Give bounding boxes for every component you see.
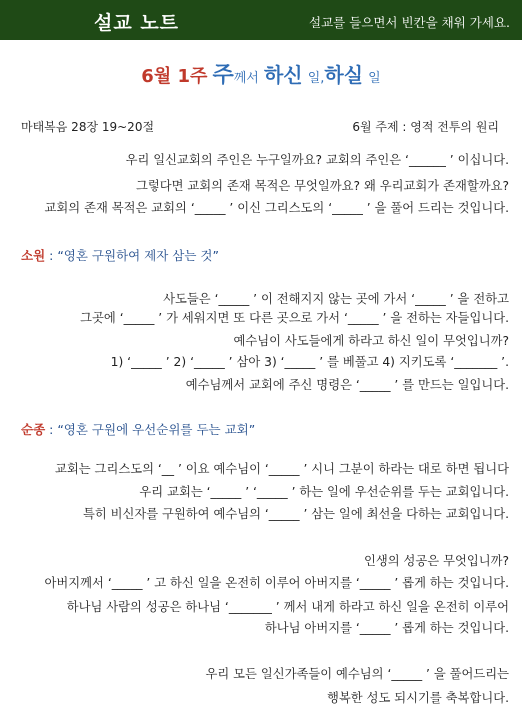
note-line: 우리 일신교회의 주인은 누구일까요? 교회의 주인은 ‘______ ’ 이십니다.	[125, 153, 509, 167]
note-line: 아버지께서 ‘_____ ’ 고 하신 일을 온전히 이루어 아버지를 ‘_____ ’ 롭게 하는 것입니다.	[44, 576, 509, 590]
section-heading-wish	[21, 246, 219, 264]
sermon-week: 6월 1주	[141, 66, 208, 87]
sermon-title-word: 하실	[324, 63, 364, 87]
header-bar	[0, 0, 522, 40]
note-line: 사도들은 ‘_____ ’ 이 전해지지 않는 곳에 가서 ‘_____ ’ 을 전하고	[163, 292, 509, 306]
header-instruction: 설교를 들으면서 빈칸을 채워 가세요.	[309, 15, 510, 30]
monthly-theme: 6월 주제 : 영적 전투의 원리	[352, 120, 499, 134]
closing-line: 우리 모든 일신가족들이 예수님의 ‘_____ ’ 을 풀어드리는	[205, 667, 509, 681]
sermon-title-word: 주	[212, 63, 234, 88]
section-quote: : “영혼 구원에 우선순위를 두는 교회”	[45, 422, 256, 437]
note-line: 하나님 사람의 성공은 하나님 ‘_______ ’ 께서 내게 하라고 하신 일을 온전히 이루어	[66, 600, 509, 614]
note-line: 예수님께서 교회에 주신 명령은 ‘_____ ’ 를 만드는 일입니다.	[185, 378, 509, 392]
sermon-title-word: 일,	[307, 71, 325, 86]
scripture-reference: 마태복음 28장 19~20절	[21, 120, 155, 134]
section-quote: : “영혼 구원하여 제자 삼는 것”	[45, 248, 219, 263]
sermon-title-word: 하신	[263, 63, 303, 87]
note-line: 하나님 아버지를 ‘_____ ’ 롭게 하는 것입니다.	[264, 621, 509, 635]
sermon-title-word: 일	[368, 71, 381, 86]
note-line: 1) ‘_____ ’ 2) ‘_____ ’ 삼아 3) ‘_____ ’ 를 베풀고 4) 지키도록 ‘_______ ’.	[110, 355, 509, 369]
sermon-title-word: 께서	[233, 71, 259, 86]
section-heading-obedience	[21, 420, 255, 438]
note-line: 그곳에 ‘_____ ’ 가 세워지면 또 다른 곳으로 가서 ‘_____ ’ 을 전하는 자들입니다.	[80, 311, 509, 325]
note-line: 교회는 그리스도의 ‘__ ’ 이요 예수님이 ‘_____ ’ 시니 그분이 하라는 대로 하면 됩니다	[55, 462, 509, 476]
note-line: 우리 교회는 ‘_____ ’ ‘_____ ’ 하는 일에 우선순위를 두는 교회입니다.	[139, 485, 509, 499]
section-key: 순종	[21, 422, 46, 437]
note-line: 인생의 성공은 무엇입니까?	[363, 554, 509, 568]
note-line: 특히 비신자를 구원하여 예수님의 ‘_____ ’ 삼는 일에 최선을 다하는 교회입니다.	[82, 507, 509, 521]
section-key: 소원	[21, 248, 46, 263]
note-line: 예수님이 사도들에게 하라고 하신 일이 무엇입니까?	[233, 334, 509, 348]
note-line: 그렇다면 교회의 존재 목적은 무엇일까요? 왜 우리교회가 존재할까요?	[135, 179, 509, 193]
header-title: 설교 노트	[94, 12, 180, 34]
note-line: 교회의 존재 목적은 교회의 ‘_____ ’ 이신 그리스도의 ‘_____ ’ 을 풀어 드리는 것입니다.	[44, 201, 509, 215]
closing-line: 행복한 성도 되시기를 축복합니다.	[327, 691, 509, 705]
sermon-title	[0, 58, 522, 89]
